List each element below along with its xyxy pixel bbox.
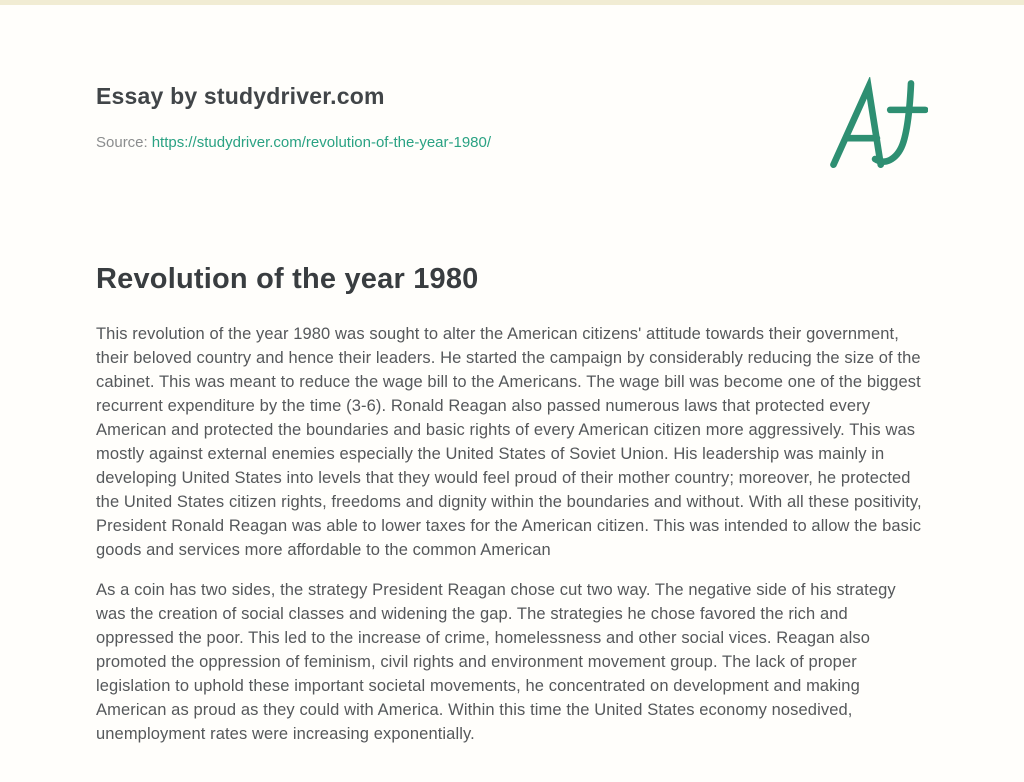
essay-title: Revolution of the year 1980 (96, 263, 479, 295)
source-label: Source: (96, 134, 148, 151)
site-title: Essay by studydriver.com (96, 83, 385, 109)
header-text-block (96, 75, 491, 151)
essay-paragraph-2: As a coin has two sides, the strategy President Reagan chose cut two way. The negative side of his strategy was the creation of social classes and widening the gap. The strategies he chose favored the rich and oppressed the poor. This led to the increase of crime, homelessness and other social vices. Reagan also promoted the oppression of feminism, civil rights and environment movement group. The lack of proper legislation to uphold these important societal movements, he concentrated on development and making American as proud as they could with America. Within this time the United States economy nosedived, unemployment rates were increasing exponentially. (96, 581, 896, 743)
source-line (96, 134, 491, 151)
document-header (96, 75, 928, 173)
essay-paragraph-1: This revolution of the year 1980 was sought to alter the American citizens' attitude towards their government, their beloved country and hence their leaders. He started the campaign by considerably reducing the size of the cabinet. This was meant to reduce the wage bill to the Americans. The wage bill was become one of the biggest recurrent expenditure by the time (3-6). Ronald Reagan also passed numerous laws that protected every American and protected the boundaries and basic rights of every American citizen more aggressively. This was mostly against external enemies especially the United States of Soviet Union. His leadership was mainly in developing United States into levels that they would feel proud of their mother country; moreover, he protected the United States citizen rights, freedoms and dignity within the boundaries and without. With all these positivity, President Ronald Reagan was able to lower taxes for the American citizen. This was intended to allow the basic goods and services more affordable to the common American (96, 325, 922, 559)
source-url-link[interactable]: https://studydriver.com/revolution-of-the-year-1980/ (151, 134, 492, 151)
studydriver-logo-icon (824, 77, 928, 173)
essay-content (96, 263, 928, 746)
page-container (0, 5, 1024, 782)
